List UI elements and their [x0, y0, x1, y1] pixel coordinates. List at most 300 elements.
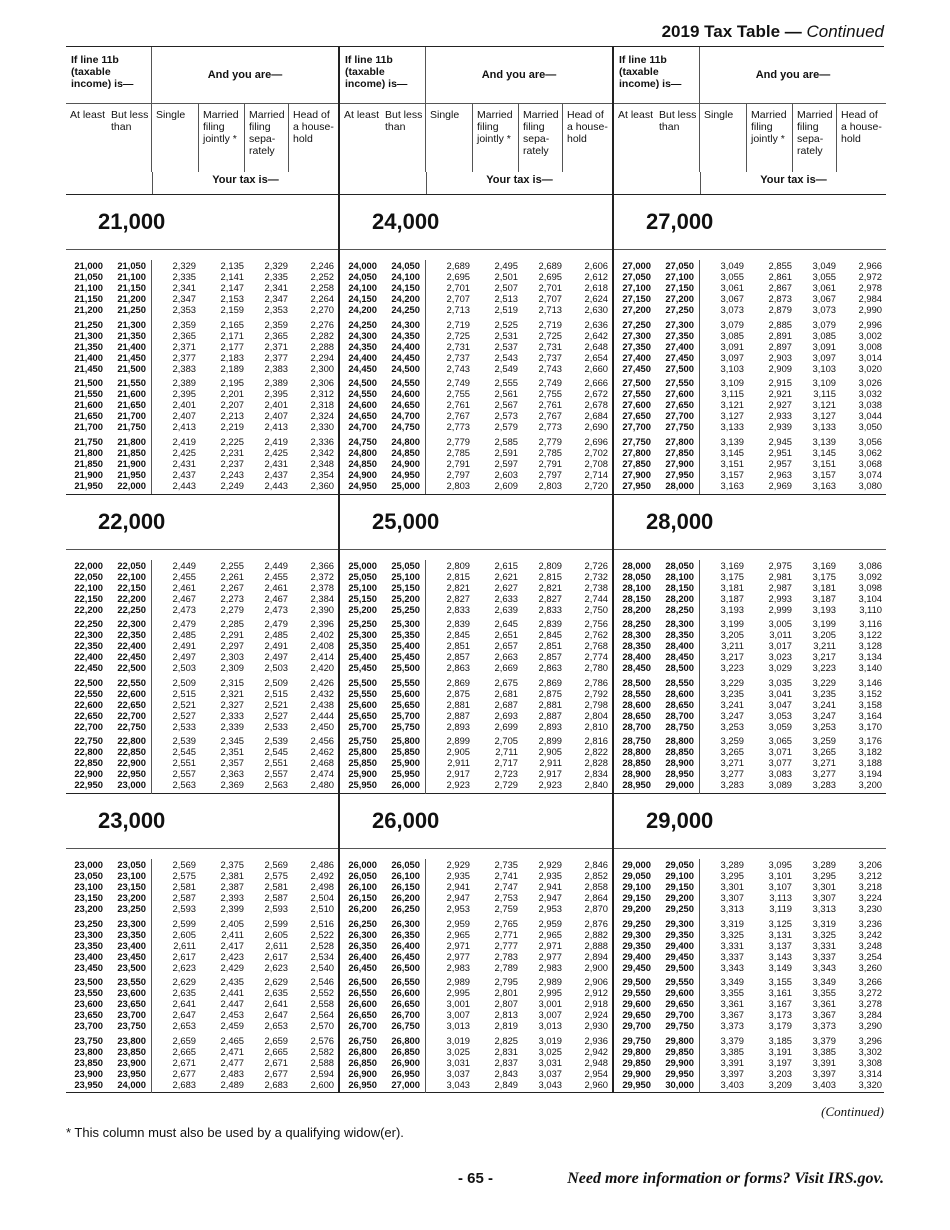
- income-range-cells: [340, 1035, 426, 1094]
- but-less-than-value: 28,000: [665, 479, 694, 491]
- at-least-value: 21,300: [74, 329, 103, 341]
- married-separately-tax-column: [792, 436, 836, 495]
- tax-value: 2,579: [494, 421, 518, 432]
- married-jointly-tax-column: [470, 436, 518, 495]
- income-range-cells: [66, 1035, 152, 1094]
- tax-value-cells: [152, 618, 338, 677]
- married-jointly-tax-column: [196, 319, 244, 378]
- at-least-value: 28,200: [622, 603, 651, 615]
- but-less-than-value: 28,500: [665, 662, 694, 673]
- but-less-than-value: 24,750: [391, 421, 420, 432]
- at-least-value: 26,450: [348, 961, 377, 973]
- but-less-than-value: 24,200: [391, 293, 420, 304]
- at-least-value: 24,550: [348, 388, 377, 399]
- tax-value: 2,963: [768, 468, 792, 480]
- at-least-column: [614, 1035, 651, 1094]
- tax-value: 2,927: [768, 399, 792, 410]
- tax-value: 2,513: [494, 293, 518, 304]
- at-least-value: 21,800: [74, 446, 103, 458]
- married-jointly-tax-column: [470, 735, 518, 794]
- tax-value: 3,104: [858, 592, 882, 604]
- income-range-cells: [66, 260, 152, 319]
- tax-value: 3,091: [720, 340, 744, 352]
- single-tax-column: [426, 436, 470, 495]
- tax-value: 3,043: [538, 1078, 562, 1090]
- tax-value: 3,308: [858, 1056, 882, 1068]
- tax-value: 2,678: [584, 399, 608, 410]
- married-separately-tax-column: [792, 377, 836, 436]
- at-least-column: [340, 560, 377, 619]
- tax-value: 2,695: [446, 271, 470, 282]
- page-title: [662, 22, 884, 42]
- tax-value: 2,384: [310, 592, 334, 604]
- at-least-value: 23,300: [74, 928, 103, 940]
- tax-value: 3,083: [768, 768, 792, 779]
- income-range-cells: [340, 377, 426, 436]
- tax-value: 2,693: [494, 709, 518, 721]
- but-less-than-value: 27,400: [665, 340, 694, 352]
- row-block: [340, 377, 612, 436]
- tax-value: 3,019: [446, 1034, 470, 1046]
- tax-value: 2,648: [584, 340, 608, 352]
- tax-value: 2,900: [584, 961, 608, 973]
- but-less-than-value: 26,500: [391, 961, 420, 973]
- tax-value: 3,331: [812, 939, 836, 951]
- group-body: [340, 250, 612, 494]
- but-less-than-value: 25,300: [391, 618, 420, 629]
- tax-value: 3,121: [720, 399, 744, 410]
- tax-value: 3,302: [858, 1045, 882, 1057]
- at-least-column: [66, 560, 103, 619]
- tax-value: 2,651: [494, 629, 518, 640]
- at-least-value: 26,400: [348, 950, 377, 962]
- tax-value-cells: [700, 260, 886, 319]
- at-least-column: [614, 976, 651, 1035]
- tax-value: 2,713: [446, 304, 470, 315]
- tax-value: 2,603: [494, 468, 518, 480]
- tax-value: 2,515: [172, 687, 196, 699]
- tax-value: 3,283: [812, 779, 836, 790]
- at-least-value: 21,550: [74, 388, 103, 399]
- tax-value: 2,171: [220, 329, 244, 341]
- at-least-column: [340, 618, 377, 677]
- but-less-than-value: 27,750: [665, 421, 694, 432]
- tax-value: 2,905: [446, 746, 470, 757]
- single-tax-column: [700, 735, 744, 794]
- tax-value: 3,044: [858, 410, 882, 421]
- married-separately-tax-column: [518, 1035, 562, 1094]
- tax-value: 3,320: [858, 1078, 882, 1090]
- tax-value-cells: [426, 319, 612, 378]
- at-least-column: [66, 918, 103, 977]
- single-tax-column: [700, 918, 744, 977]
- tax-value: 3,314: [858, 1067, 882, 1079]
- but-less-than-value: 27,100: [665, 271, 694, 282]
- tax-value: 2,995: [538, 987, 562, 998]
- tax-value: 2,437: [172, 468, 196, 480]
- but-less-than-value: 28,100: [665, 570, 694, 582]
- tax-value: 2,587: [172, 892, 196, 903]
- tax-value: 2,891: [768, 329, 792, 341]
- tax-value: 2,659: [264, 1034, 288, 1046]
- income-range-cells: [66, 319, 152, 378]
- tax-value: 2,677: [172, 1067, 196, 1079]
- tax-value: 2,273: [220, 592, 244, 604]
- tax-value: 2,258: [310, 282, 334, 293]
- tax-value: 2,701: [538, 282, 562, 293]
- tax-value: 2,312: [310, 388, 334, 399]
- tax-value: 2,774: [584, 651, 608, 662]
- tax-value: 2,425: [172, 446, 196, 458]
- tax-value: 2,443: [172, 479, 196, 491]
- tax-value: 2,605: [172, 928, 196, 940]
- at-least-value: 26,250: [348, 917, 377, 929]
- tax-value: 3,319: [812, 917, 836, 929]
- tax-value: 2,953: [538, 903, 562, 914]
- tax-value: 2,255: [220, 559, 244, 571]
- tax-value: 2,575: [264, 870, 288, 881]
- tax-value: 3,098: [858, 581, 882, 593]
- row-block: [340, 918, 612, 977]
- tax-value: 2,791: [446, 457, 470, 469]
- at-least-value: 23,050: [74, 870, 103, 881]
- tax-value: 2,741: [494, 870, 518, 881]
- tax-value: 2,467: [264, 592, 288, 604]
- section-header: [66, 47, 338, 195]
- tax-value: 3,200: [858, 779, 882, 790]
- but-less-than-column: [103, 260, 146, 319]
- tax-value: 2,695: [538, 271, 562, 282]
- at-least-value: 28,500: [622, 676, 651, 688]
- tax-value: 2,777: [494, 939, 518, 951]
- married-separately-tax-column: [518, 677, 562, 736]
- tax-value: 2,437: [264, 468, 288, 480]
- tax-value: 3,037: [538, 1067, 562, 1079]
- tax-value: 2,177: [220, 340, 244, 352]
- head-of-household-tax-column: [562, 618, 608, 677]
- tax-value: 2,657: [494, 640, 518, 651]
- tax-value: 3,187: [720, 592, 744, 604]
- at-least-value: 26,900: [348, 1067, 377, 1079]
- tax-value-cells: [700, 377, 886, 436]
- tax-value: 2,899: [446, 735, 470, 746]
- but-less-than-value: 21,900: [117, 457, 146, 469]
- tax-value: 2,665: [264, 1045, 288, 1057]
- header-if-line: If line 11b (taxable income) is—: [614, 47, 700, 103]
- tax-value: 2,419: [172, 435, 196, 447]
- tax-value: 2,960: [584, 1078, 608, 1090]
- tax-value: 2,294: [310, 351, 334, 363]
- tax-value: 2,641: [264, 998, 288, 1009]
- married-separately-tax-column: [518, 618, 562, 677]
- tax-value: 2,423: [220, 950, 244, 962]
- more-info-link[interactable]: Need more information or forms? Visit IRS.gov.: [567, 1170, 884, 1187]
- but-less-than-value: 22,750: [117, 720, 146, 732]
- single-tax-column: [700, 1035, 744, 1094]
- tax-value-cells: [426, 677, 612, 736]
- tax-value: 2,738: [584, 581, 608, 593]
- tax-value: 2,333: [220, 709, 244, 721]
- income-range-cells: [66, 436, 152, 495]
- tax-value: 2,699: [494, 720, 518, 732]
- tax-value: 2,990: [858, 304, 882, 315]
- tax-value: 2,426: [310, 676, 334, 688]
- single-tax-column: [426, 677, 470, 736]
- tax-value: 2,905: [538, 746, 562, 757]
- group-title: 27,000: [614, 195, 886, 250]
- but-less-than-value: 25,800: [391, 735, 420, 746]
- table-section: [614, 47, 886, 1092]
- tax-value: 3,085: [720, 329, 744, 341]
- tax-value: 3,038: [858, 399, 882, 410]
- tax-value: 3,074: [858, 468, 882, 480]
- tax-value: 2,539: [264, 735, 288, 746]
- tax-value: 2,252: [310, 271, 334, 282]
- tax-value: 2,413: [172, 421, 196, 432]
- tax-value: 2,987: [768, 581, 792, 593]
- tax-value-cells: [152, 260, 338, 319]
- tax-value: 3,001: [538, 998, 562, 1009]
- tax-value: 2,653: [172, 1020, 196, 1031]
- tax-value: 2,791: [538, 457, 562, 469]
- single-tax-column: [152, 976, 196, 1035]
- tax-value: 2,443: [264, 479, 288, 491]
- tax-value: 2,399: [220, 903, 244, 914]
- header-bottom-row: [614, 172, 886, 194]
- at-least-value: 28,650: [622, 709, 651, 721]
- head-of-household-tax-column: [288, 677, 334, 736]
- tax-value: 2,165: [220, 318, 244, 330]
- header-married-jointly: Married filing jointly *: [472, 104, 518, 173]
- tax-value: 2,510: [310, 903, 334, 914]
- tax-value: 2,585: [494, 435, 518, 447]
- but-less-than-value: 26,850: [391, 1045, 420, 1057]
- row-block: [614, 735, 886, 794]
- tax-value: 2,875: [446, 687, 470, 699]
- married-separately-tax-column: [244, 377, 288, 436]
- but-less-than-value: 21,600: [117, 388, 146, 399]
- tax-value: 2,528: [310, 939, 334, 951]
- tax-value: 2,401: [172, 399, 196, 410]
- tax-value: 2,473: [264, 603, 288, 615]
- tax-value: 2,690: [584, 421, 608, 432]
- at-least-value: 26,500: [348, 976, 377, 987]
- tax-value: 2,623: [172, 961, 196, 973]
- at-least-value: 24,350: [348, 340, 377, 352]
- tax-value: 2,375: [220, 859, 244, 870]
- tax-value-cells: [700, 918, 886, 977]
- tax-value: 3,032: [858, 388, 882, 399]
- married-jointly-tax-column: [470, 618, 518, 677]
- at-least-value: 26,600: [348, 998, 377, 1009]
- married-jointly-tax-column: [196, 976, 244, 1035]
- income-range-cells: [614, 377, 700, 436]
- tax-value: 2,582: [310, 1045, 334, 1057]
- tax-value: 2,923: [538, 779, 562, 790]
- tax-value: 2,779: [446, 435, 470, 447]
- at-least-column: [614, 859, 651, 918]
- but-less-than-value: 23,150: [117, 881, 146, 892]
- tax-value: 2,141: [220, 271, 244, 282]
- at-least-value: 21,200: [74, 304, 103, 315]
- tax-value: 3,065: [768, 735, 792, 746]
- tax-value: 2,773: [446, 421, 470, 432]
- tax-value: 2,729: [494, 779, 518, 790]
- single-tax-column: [700, 560, 744, 619]
- married-jointly-tax-column: [744, 618, 792, 677]
- tax-value: 2,539: [172, 735, 196, 746]
- at-least-value: 26,000: [348, 859, 377, 870]
- at-least-value: 26,300: [348, 928, 377, 940]
- at-least-value: 22,250: [74, 618, 103, 629]
- tax-value: 2,713: [538, 304, 562, 315]
- but-less-than-value: 25,850: [391, 746, 420, 757]
- tax-value: 2,318: [310, 399, 334, 410]
- but-less-than-value: 25,700: [391, 709, 420, 721]
- head-of-household-tax-column: [562, 976, 608, 1035]
- tax-value: 2,951: [768, 446, 792, 458]
- at-least-value: 24,900: [348, 468, 377, 480]
- tax-value: 2,923: [446, 779, 470, 790]
- at-least-value: 24,700: [348, 421, 377, 432]
- tax-value: 3,014: [858, 351, 882, 363]
- single-tax-column: [426, 859, 470, 918]
- tax-value: 2,789: [494, 961, 518, 973]
- tax-value: 3,349: [720, 976, 744, 987]
- single-tax-column: [700, 677, 744, 736]
- tax-value: 2,837: [494, 1056, 518, 1068]
- income-range-cells: [66, 859, 152, 918]
- tax-value: 2,543: [494, 351, 518, 363]
- but-less-than-value: 26,400: [391, 939, 420, 951]
- married-jointly-tax-column: [196, 1035, 244, 1094]
- tax-value: 2,453: [220, 1009, 244, 1020]
- tax-value-cells: [700, 735, 886, 794]
- tax-value: 2,531: [494, 329, 518, 341]
- but-less-than-value: 26,000: [391, 779, 420, 790]
- but-less-than-value: 25,600: [391, 687, 420, 699]
- tax-value: 2,840: [584, 779, 608, 790]
- tax-value: 2,954: [584, 1067, 608, 1079]
- at-least-value: 23,550: [74, 987, 103, 998]
- tax-value: 2,527: [264, 709, 288, 721]
- tax-value: 3,085: [812, 329, 836, 341]
- but-less-than-column: [103, 436, 146, 495]
- at-least-column: [66, 677, 103, 736]
- tax-value: 3,157: [720, 468, 744, 480]
- tax-value: 2,708: [584, 457, 608, 469]
- tax-value: 3,175: [720, 570, 744, 582]
- but-less-than-value: 29,100: [665, 870, 694, 881]
- tax-value: 2,519: [494, 304, 518, 315]
- tax-value: 2,903: [768, 351, 792, 363]
- but-less-than-value: 28,050: [665, 559, 694, 571]
- but-less-than-value: 28,700: [665, 709, 694, 721]
- tax-value: 2,387: [220, 881, 244, 892]
- tax-value: 2,635: [264, 987, 288, 998]
- tax-value: 3,197: [768, 1056, 792, 1068]
- but-less-than-value: 24,250: [391, 304, 420, 315]
- row-block: [66, 859, 338, 918]
- header-your-tax-is: Your tax is—: [486, 174, 553, 187]
- tax-value: 3,086: [858, 559, 882, 571]
- tax-value: 2,189: [220, 362, 244, 374]
- single-tax-column: [152, 436, 196, 495]
- tax-value: 2,965: [446, 928, 470, 940]
- title-main: 2019 Tax Table —: [661, 22, 802, 41]
- at-least-value: 29,150: [622, 892, 651, 903]
- but-less-than-column: [377, 918, 420, 977]
- tax-value: 3,185: [768, 1034, 792, 1046]
- tax-value: 3,179: [768, 1020, 792, 1031]
- tax-value: 2,833: [446, 603, 470, 615]
- tax-value: 3,011: [769, 629, 792, 640]
- tax-value: 2,300: [310, 362, 334, 374]
- at-least-value: 27,050: [622, 271, 651, 282]
- but-less-than-value: 26,750: [391, 1020, 420, 1031]
- tax-value: 3,331: [720, 939, 744, 951]
- head-of-household-tax-column: [562, 918, 608, 977]
- at-least-value: 29,100: [622, 881, 651, 892]
- but-less-than-value: 21,850: [117, 446, 146, 458]
- at-least-value: 29,000: [622, 859, 651, 870]
- tax-value: 3,053: [768, 709, 792, 721]
- tax-value: 3,049: [812, 260, 836, 271]
- tax-value: 2,941: [446, 881, 470, 892]
- row-block: [614, 618, 886, 677]
- row-block: [66, 436, 338, 495]
- tax-value: 2,449: [264, 559, 288, 571]
- married-separately-tax-column: [244, 735, 288, 794]
- tax-value: 2,504: [310, 892, 334, 903]
- but-less-than-value: 28,550: [665, 676, 694, 688]
- income-group: [340, 195, 612, 495]
- at-least-value: 22,000: [74, 559, 103, 571]
- tax-value: 3,002: [858, 329, 882, 341]
- row-block: [340, 618, 612, 677]
- group-title: 23,000: [66, 794, 338, 849]
- tax-value: 3,089: [768, 779, 792, 790]
- tax-value: 2,279: [220, 603, 244, 615]
- but-less-than-value: 22,450: [117, 651, 146, 662]
- income-range-cells: [340, 260, 426, 319]
- but-less-than-value: 21,250: [117, 304, 146, 315]
- head-of-household-tax-column: [288, 859, 334, 918]
- tax-value: 2,795: [494, 976, 518, 987]
- but-less-than-value: 29,350: [665, 928, 694, 940]
- tax-value: 2,867: [768, 282, 792, 293]
- header-head-of-household: Head of a house- hold: [836, 104, 886, 173]
- head-of-household-tax-column: [836, 618, 882, 677]
- tax-value: 2,393: [220, 892, 244, 903]
- at-least-value: 24,850: [348, 457, 377, 469]
- but-less-than-value: 23,550: [117, 976, 146, 987]
- at-least-value: 23,900: [74, 1067, 103, 1079]
- tax-value: 2,737: [446, 351, 470, 363]
- tax-value: 2,552: [310, 987, 334, 998]
- tax-value: 2,681: [494, 687, 518, 699]
- at-least-value: 23,650: [74, 1009, 103, 1020]
- tax-value: 3,035: [768, 676, 792, 688]
- tax-value: 2,503: [264, 662, 288, 673]
- tax-value: 2,479: [172, 618, 196, 629]
- tax-value: 2,429: [220, 961, 244, 973]
- but-less-than-value: 27,150: [665, 282, 694, 293]
- tax-value: 2,725: [446, 329, 470, 341]
- at-least-value: 25,350: [348, 640, 377, 651]
- at-least-value: 24,500: [348, 377, 377, 388]
- group-title: 29,000: [614, 794, 886, 849]
